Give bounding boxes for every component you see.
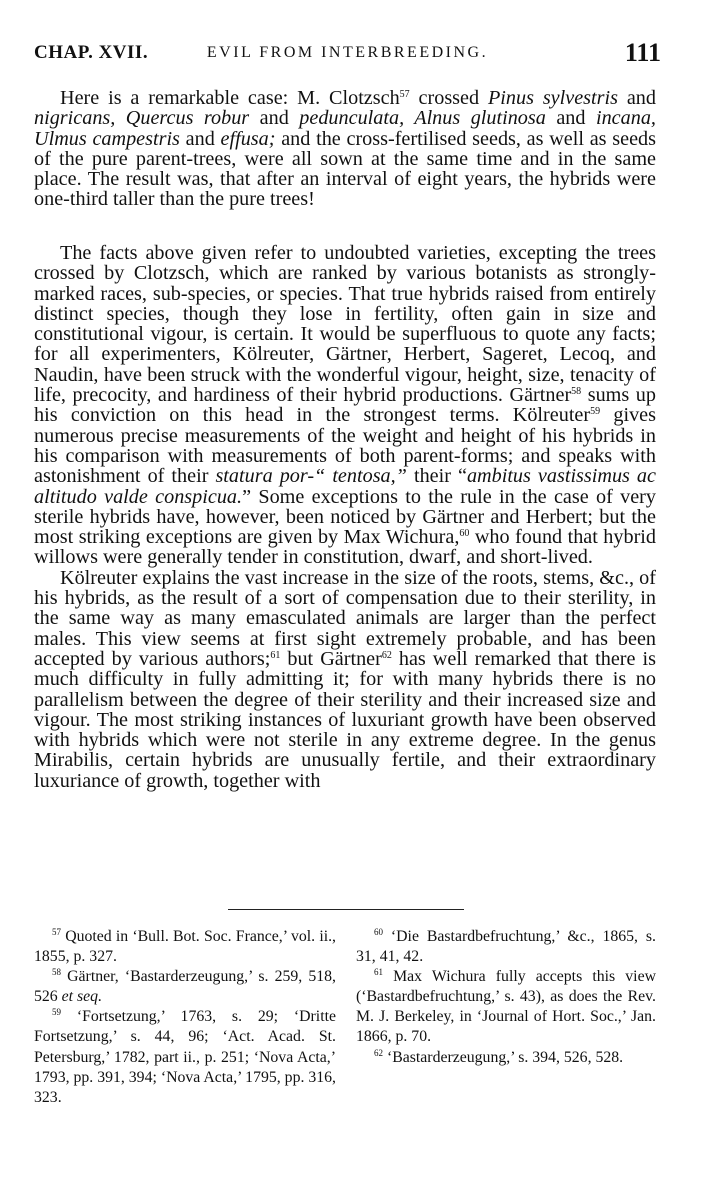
footnote-divider (228, 909, 464, 910)
footnote-ref: 61 (270, 649, 281, 661)
italic-text: statura por-“ tentosa,” (215, 465, 407, 488)
footnote (34, 1007, 336, 1107)
footnote-ref: 61 (374, 967, 383, 978)
paragraph (34, 568, 656, 791)
text-run: crossed (409, 87, 488, 109)
running-title: EVIL FROM INTERBREEDING. (206, 44, 489, 61)
text-run: and (249, 107, 300, 130)
text-run: sums up his conviction on this head in the strongest terms. Kölreuter (34, 384, 656, 427)
text-run: Here is a remarkable case: M. Clotzsch (60, 87, 400, 109)
main-text-block-1 (34, 88, 656, 210)
footnote-ref: 59 (52, 1007, 61, 1018)
text-run: and (617, 87, 656, 109)
footnote-ref: 58 (52, 967, 61, 978)
footnote-ref: 62 (374, 1047, 383, 1058)
page-number: 111 (624, 38, 661, 67)
text-run: and the cross-fertilised seeds, as well as seeds of the pure parent-trees, were all sown at the same time and in the same place. The result was, that after an interval of eight years, the hybrids were one-third taller than the pure trees! (34, 127, 656, 211)
footnote-ref: 60 (374, 927, 383, 937)
footnote (356, 1048, 656, 1068)
italic-text: nigricans, Quercus robur (34, 107, 250, 130)
main-text-block-2 (34, 243, 656, 791)
footnotes-left-column (34, 927, 336, 1108)
footnote-ref: 58 (571, 386, 582, 398)
text-run: ‘Bastarderzeugung,’ s. 394, 526, 528. (383, 1048, 624, 1066)
text-run: and (545, 107, 596, 130)
text-run: and (179, 127, 221, 150)
italic-text: effusa; (220, 127, 276, 150)
italic-text: et seq. (61, 988, 103, 1006)
text-run: Quoted in ‘Bull. Bot. Soc. France,’ vol. ii., 1855, p. 327. (34, 928, 336, 966)
text-run: Kölreuter explains the vast increase in the size of the roots, stems, &c., of his hybrids, as the result of a sort of compensation due to their sterility, in the same way as many emasculated animals are larger than the perfect males. This view seems at first sight extremely probable, and has been accepted by various authors; (34, 566, 656, 670)
footnote-ref: 57 (399, 89, 410, 100)
text-run: Max Wichura fully accepts this view (‘Bastardbefruchtung,’ s. 43), as does the Rev. M. J. Berkeley, in ‘Journal of Hort. Soc.,’ Jan. 1866, p. 70. (356, 968, 656, 1046)
footnote-ref: 60 (459, 528, 470, 540)
text-run: ‘Die Bastardbefruchtung,’ &c., 1865, s. 31, 41, 42. (356, 928, 656, 966)
text-run: their “ (406, 465, 467, 488)
footnotes-right-column (356, 927, 656, 1068)
footnote (34, 927, 336, 967)
footnote-ref: 62 (381, 649, 392, 661)
footnote-ref: 59 (590, 406, 601, 418)
text-run: The facts above given refer to undoubted varieties, excepting the trees crossed by Clotzsch, which are ranked by various botanists as strongly-marked races, sub-species, or species. That true hybrids raised from entirely distinct species, though they lose in fertility, often gain in size and constitutional vigour, is certain. It would be superfluous to quote any facts; for all experimenters, Kölreuter, Gärtner, Herbert, Sageret, Lecoq, and Naudin, have been struck with the wonderful vigour, height, size, tenacity of life, precocity, and hardiness of their hybrid productions. Gärtner (34, 242, 656, 407)
italic-text: incana, Ulmus campestris (34, 107, 656, 150)
text-run: has well remarked that there is much difficulty in fully admitting it; for with many hybrids there is no parallelism between the degree of their sterility and their increased size and vigour. The most striking instances of luxuriant growth have been observed with hybrids which were not sterile in any extreme degree. In the genus Mirabilis, certain hybrids are unusually fertile, and their extraordinary luxuriance of growth, together with (34, 647, 656, 792)
text-run: who found that hybrid willows were generally tender in constitution, dwarf, and short-lived. (34, 526, 657, 569)
footnote (356, 927, 656, 967)
chapter-label: CHAP. XVII. (34, 42, 149, 63)
text-run: gives numerous precise measurements of the weight and height of his hybrids in his comparison with measurements of both parent-forms; and speaks with astonishment of their (34, 404, 656, 488)
footnote (356, 967, 656, 1047)
italic-text: pedunculata, Alnus glutinosa (299, 107, 546, 130)
italic-text: ambitus vastissimus ac altitudo valde conspicua. (34, 465, 656, 508)
text-run: ‘Fortsetzung,’ 1763, s. 29; ‘Dritte Fortsetzung,’ s. 44, 96; ‘Act. Acad. St. Petersburg,’ 1782, part ii., p. 251; ‘Nova Acta,’ 1793, pp. 391, 394; ‘Nova Acta,’ 1795, pp. 316, 323. (34, 1008, 337, 1106)
text-run: ” Some exceptions to the rule in the case of very sterile hybrids have, however, been noticed by Gärtner and Herbert; but the most striking exceptions are given by Max Wichura, (34, 485, 656, 549)
text-run: Gärtner, ‘Bastarderzeugung,’ s. 259, 518, 526 (34, 968, 336, 1006)
page-header (34, 38, 661, 70)
paragraph (34, 88, 656, 210)
footnote-ref: 57 (52, 927, 61, 937)
paragraph (34, 243, 656, 568)
italic-text: Pinus sylvestris (487, 87, 618, 109)
text-run: but Gärtner (280, 647, 382, 670)
footnote (34, 967, 336, 1007)
